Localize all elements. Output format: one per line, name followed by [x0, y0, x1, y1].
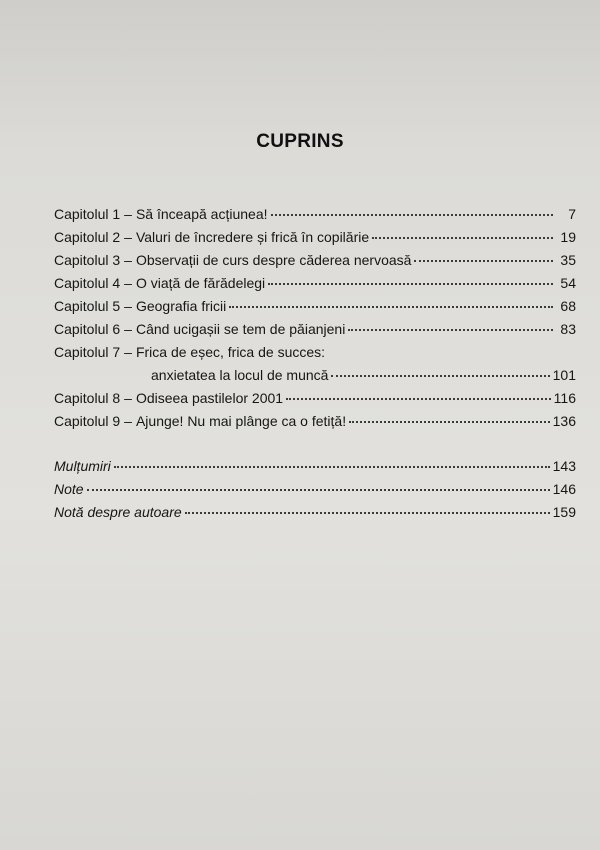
page-number: 159 — [552, 504, 576, 520]
page-number: 7 — [568, 206, 576, 222]
chapter-label: Capitolul 9 — [54, 413, 121, 429]
back-matter-title: Notă despre autoare — [54, 504, 182, 520]
chapter-label: Capitolul 6 — [54, 321, 121, 337]
toc-entry-chapter-7-line-2 — [54, 364, 576, 387]
page-number: 54 — [560, 275, 576, 291]
page-number: 143 — [552, 458, 576, 474]
separator: – — [124, 252, 132, 268]
dot-leader — [229, 306, 553, 308]
chapter-title: Ajunge! Nu mai plânge ca o fetiță! — [135, 413, 347, 429]
chapter-label: Capitolul 8 — [54, 390, 121, 406]
dot-leader — [372, 237, 553, 239]
toc-entry-note[interactable] — [54, 478, 576, 501]
toc-entry-chapter-1[interactable] — [54, 203, 576, 226]
toc-entry-chapter-3[interactable] — [54, 249, 576, 272]
chapter-title: Geografia fricii — [135, 298, 227, 314]
dot-leader — [268, 283, 553, 285]
separator: – — [124, 413, 132, 429]
chapter-label: Capitolul 1 — [54, 206, 121, 222]
separator: – — [124, 275, 132, 291]
page-number: 146 — [552, 481, 576, 497]
dot-leader — [286, 398, 551, 400]
separator: – — [124, 321, 132, 337]
dot-leader — [87, 489, 550, 491]
dot-leader — [271, 214, 554, 216]
toc-entry-chapter-9[interactable] — [54, 410, 576, 433]
chapter-label: Capitolul 2 — [54, 229, 121, 245]
dot-leader — [331, 375, 549, 377]
page-number: 116 — [553, 390, 576, 406]
toc-entry-chapter-4[interactable] — [54, 272, 576, 295]
chapter-title: Frica de eșec, frica de succes: — [135, 344, 326, 360]
toc-entry-chapter-2[interactable] — [54, 226, 576, 249]
chapter-title-continuation: anxietatea la locul de muncă — [151, 367, 329, 383]
toc-entry-chapter-6[interactable] — [54, 318, 576, 341]
page-title: CUPRINS — [256, 131, 344, 152]
page-number: 35 — [560, 252, 576, 268]
chapter-label: Capitolul 7 — [54, 344, 121, 360]
page-number: 19 — [560, 229, 576, 245]
chapter-title: O viață de fărădelegi — [135, 275, 266, 291]
toc-entry-chapter-7[interactable] — [54, 341, 576, 387]
section-gap — [54, 433, 576, 455]
chapter-title: Odiseea pastilelor 2001 — [135, 390, 284, 406]
page-number: 83 — [560, 321, 576, 337]
toc-entry-chapter-7-line-1 — [54, 341, 576, 364]
dot-leader — [185, 512, 550, 514]
dot-leader — [414, 260, 553, 262]
page-number: 101 — [552, 367, 576, 383]
separator: – — [124, 206, 132, 222]
separator: – — [124, 344, 132, 360]
chapter-label: Capitolul 3 — [54, 252, 121, 268]
separator: – — [124, 229, 132, 245]
toc-entry-chapter-8[interactable] — [54, 387, 576, 410]
toc-entry-chapter-5[interactable] — [54, 295, 576, 318]
page-number: 136 — [552, 413, 576, 429]
dot-leader — [349, 421, 550, 423]
separator: – — [124, 390, 132, 406]
chapter-label: Capitolul 5 — [54, 298, 121, 314]
toc-entry-multumiri[interactable] — [54, 455, 576, 478]
chapter-title: Valuri de încredere și frică în copilărie — [135, 229, 370, 245]
separator: – — [124, 298, 132, 314]
chapter-title: Observații de curs despre căderea nervoasă — [135, 252, 412, 268]
dot-leader — [348, 329, 553, 331]
page-number: 68 — [560, 298, 576, 314]
toc-entry-nota-autoare[interactable] — [54, 501, 576, 524]
table-of-contents — [54, 203, 576, 524]
back-matter-title: Note — [54, 481, 84, 497]
chapter-label: Capitolul 4 — [54, 275, 121, 291]
back-matter-title: Mulțumiri — [54, 458, 111, 474]
chapter-title: Să înceapă acțiunea! — [135, 206, 268, 222]
chapter-title: Când ucigașii se tem de păianjeni — [135, 321, 346, 337]
dot-leader — [114, 466, 550, 468]
